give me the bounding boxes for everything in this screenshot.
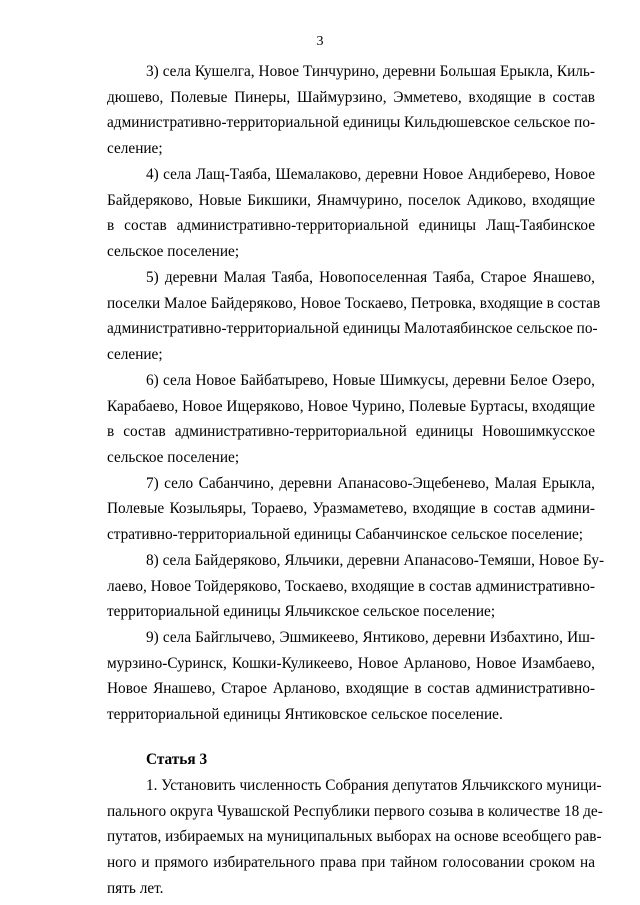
article-line-2: пального округа Чувашской Республики первого созыва в количестве 18 де- [107, 803, 603, 820]
item-6-line-1: 6) села Новое Байбатырево, Новые Шимкусы, деревни Белое Озеро, [146, 372, 595, 389]
item-8-line-2: лаево, Новое Тойдеряково, Тоскаево, входящие в состав административно- [107, 578, 595, 595]
item-8-line-1: 8) села Байдеряково, Яльчики, деревни Апанасово-Темяши, Новое Бу- [146, 552, 605, 569]
item-5-line-1: 5) деревни Малая Таяба, Новопоселенная Таяба, Старое Янашево, [146, 269, 595, 286]
item-9-line-3: Новое Янашево, Старое Арланово, входящие в состав административно- [107, 680, 595, 697]
article-line-5: пять лет. [107, 880, 164, 897]
item-6-line-2: Карабаево, Новое Ищеряково, Новое Чурино, Полевые Буртасы, входящие [107, 398, 595, 415]
item-6-line-4: сельское поселение; [107, 449, 240, 466]
article-line-3: путатов, избираемых на муниципальных выборах на основе всеобщего рав- [107, 828, 602, 845]
item-9-line-1: 9) села Байглычево, Эшмикеево, Янтиково, деревни Избахтино, Иш- [146, 629, 595, 646]
item-4-line-3: в состав административно-территориальной единицы Лащ-Таябинское [107, 217, 595, 234]
item-7-line-3: стративно-территориальной единицы Сабанчинское сельское поселение; [107, 526, 584, 543]
article-line-4: ного и прямого избирательного права при тайном голосовании сроком на [107, 854, 595, 871]
article-heading: Статья 3 [146, 751, 208, 768]
item-3-line-2: дюшево, Полевые Пинеры, Шаймурзино, Эмметево, входящие в состав [107, 89, 595, 106]
item-5-line-3: административно-территориальной единицы Малотаябинское сельское по- [107, 320, 598, 337]
item-6-line-3: в состав административно-территориальной единицы Новошимкусское [107, 423, 595, 440]
item-7-line-2: Полевые Козыльяры, Тораево, Уразмаметево, входящие в состав админи- [107, 500, 595, 517]
page-number: 3 [316, 34, 324, 49]
item-5-line-4: селение; [107, 346, 163, 363]
article-line-1: 1. Установить численность Собрания депутатов Яльчикского муници- [146, 777, 602, 794]
item-3-line-4: селение; [107, 140, 163, 157]
item-3-line-3: административно-территориальной единицы Кильдюшевское сельское по- [107, 114, 596, 131]
item-9-line-2: мурзино-Суринск, Кошки-Куликеево, Новое Арланово, Новое Изамбаево, [107, 655, 595, 672]
item-3-line-1: 3) села Кушелга, Новое Тинчурино, деревни Большая Ерыкла, Киль- [146, 63, 595, 80]
item-4-line-1: 4) села Лащ-Таяба, Шемалаково, деревни Новое Андиберево, Новое [146, 166, 595, 183]
item-9-line-4: территориальной единицы Янтиковское сельское поселение. [107, 706, 503, 723]
item-7-line-1: 7) село Сабанчино, деревни Апанасово-Эщебенево, Малая Ерыкла, [146, 475, 595, 492]
item-4-line-4: сельское поселение; [107, 243, 240, 260]
item-8-line-3: территориальной единицы Яльчикское сельское поселение; [107, 603, 496, 620]
item-4-line-2: Байдеряково, Новые Бикшики, Янамчурино, поселок Адиково, входящие [107, 192, 595, 209]
item-5-line-2: поселки Малое Байдеряково, Новое Тоскаево, Петровка, входящие в состав [107, 295, 601, 312]
